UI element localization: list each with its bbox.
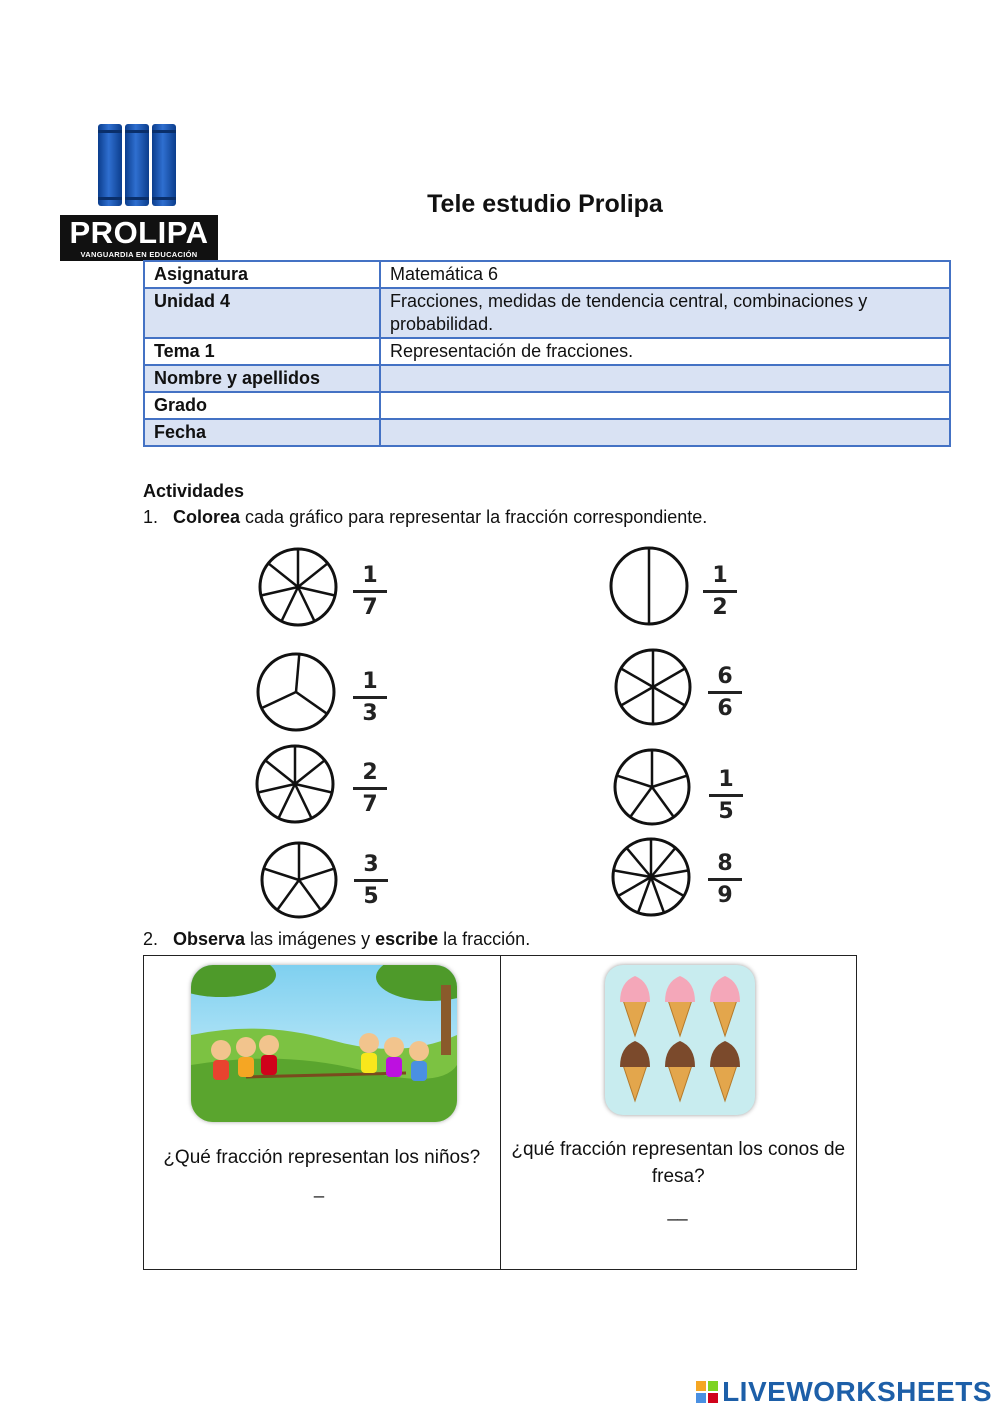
segment-divider bbox=[651, 877, 664, 913]
table-row bbox=[144, 261, 950, 288]
activity2-text1: las imágenes y bbox=[245, 929, 376, 949]
circle-outline bbox=[258, 654, 334, 730]
fraction-label bbox=[705, 663, 745, 722]
name-field[interactable] bbox=[380, 365, 950, 392]
fraction-bar bbox=[708, 691, 742, 694]
row-label: Grado bbox=[144, 392, 380, 419]
segment-divider bbox=[298, 587, 335, 596]
circle-outline bbox=[616, 650, 690, 724]
fraction-label bbox=[350, 668, 390, 727]
question-kids: ¿Qué fracción representan los niños? bbox=[163, 1147, 481, 1168]
chocolate-cone-icon bbox=[665, 1041, 695, 1101]
strawberry-cone-icon bbox=[665, 976, 695, 1036]
fraction-label bbox=[350, 759, 390, 818]
strawberry-cone-icon bbox=[620, 976, 650, 1036]
book-icon bbox=[125, 124, 149, 206]
segment-divider bbox=[638, 877, 651, 913]
row-label: Nombre y apellidos bbox=[144, 365, 380, 392]
fraction-numerator: 6 bbox=[717, 664, 733, 689]
segment-divider bbox=[652, 776, 687, 787]
fraction-bar bbox=[354, 879, 388, 882]
fraction-circle-5-parts[interactable] bbox=[262, 843, 336, 917]
activity1-verb: Colorea bbox=[173, 507, 241, 527]
segment-divider bbox=[299, 880, 321, 910]
table-row bbox=[144, 392, 950, 419]
footer-brand: LIVEWORKSHEETS bbox=[722, 1376, 992, 1407]
fraction-label bbox=[706, 766, 746, 825]
book-icon bbox=[152, 124, 176, 206]
table-row bbox=[144, 338, 950, 365]
activity1-instruction bbox=[143, 507, 707, 528]
activity2-instruction bbox=[143, 929, 530, 950]
fraction-bar bbox=[353, 787, 387, 790]
fraction-denominator: 2 bbox=[712, 595, 728, 620]
fraction-label bbox=[700, 562, 740, 621]
segment-divider bbox=[298, 563, 328, 587]
fraction-bar bbox=[708, 878, 742, 881]
segment-divider bbox=[264, 869, 299, 880]
fraction-denominator: 7 bbox=[362, 792, 378, 817]
segment-divider bbox=[296, 654, 299, 692]
grade-field[interactable] bbox=[380, 392, 950, 419]
row-label: Unidad 4 bbox=[144, 288, 380, 338]
ice-cream-cones-image bbox=[605, 965, 755, 1115]
circle-outline bbox=[257, 746, 333, 822]
activities-heading: Actividades bbox=[143, 481, 245, 501]
fraction-circle-7-parts[interactable] bbox=[257, 746, 333, 822]
segment-divider bbox=[630, 787, 652, 817]
chocolate-cone-icon bbox=[620, 1041, 650, 1101]
fraction-numerator: 3 bbox=[363, 852, 379, 877]
fraction-numerator: 1 bbox=[362, 669, 378, 694]
segment-divider bbox=[651, 870, 688, 877]
row-value: Matemática 6 bbox=[380, 261, 950, 288]
cones-cell bbox=[500, 956, 857, 1270]
table-row bbox=[144, 288, 950, 338]
segment-divider bbox=[262, 692, 296, 708]
activity2-number: 2. bbox=[143, 929, 159, 949]
segment-divider bbox=[617, 776, 652, 787]
circle-outline bbox=[262, 843, 336, 917]
row-value: Fracciones, medidas de tendencia central, combinaciones y probabilidad. bbox=[380, 288, 950, 338]
circle-outline bbox=[260, 549, 336, 625]
row-value: Representación de fracciones. bbox=[380, 338, 950, 365]
segment-divider bbox=[268, 563, 298, 587]
fraction-circle-6-parts[interactable] bbox=[616, 650, 690, 724]
fraction-circle-2-parts[interactable] bbox=[611, 548, 687, 624]
segment-divider bbox=[651, 877, 684, 896]
logo-brand: PROLIPA bbox=[69, 215, 209, 250]
kids-cell bbox=[144, 956, 501, 1270]
fraction-numerator: 2 bbox=[362, 760, 378, 785]
liveworksheets-logo-icon bbox=[696, 1381, 718, 1403]
fraction-label bbox=[351, 851, 391, 910]
fraction-label bbox=[705, 850, 745, 909]
row-label: Tema 1 bbox=[144, 338, 380, 365]
page-title: Tele estudio Prolipa bbox=[427, 190, 663, 218]
fraction-label bbox=[350, 562, 390, 621]
segment-divider bbox=[653, 669, 685, 688]
book-icon bbox=[98, 124, 122, 206]
strawberry-cone-icon bbox=[710, 976, 740, 1036]
row-label: Fecha bbox=[144, 419, 380, 446]
segment-divider bbox=[614, 870, 651, 877]
segment-divider bbox=[298, 587, 315, 621]
activity2-text2: la fracción. bbox=[438, 929, 531, 949]
segment-divider bbox=[296, 692, 327, 714]
activity2-verb2: escribe bbox=[375, 929, 439, 949]
info-table bbox=[143, 260, 951, 447]
prolipa-logo bbox=[60, 120, 220, 262]
segment-divider bbox=[265, 760, 295, 784]
question-cones: ¿qué fracción representan los conos de fresa? bbox=[511, 1139, 846, 1187]
logo-tagline: VANGUARDIA EN EDUCACIÓN bbox=[80, 250, 198, 259]
fraction-denominator: 6 bbox=[717, 696, 733, 721]
fraction-circle-9-parts[interactable] bbox=[613, 839, 689, 915]
table-row bbox=[144, 419, 950, 446]
segment-divider bbox=[279, 784, 296, 818]
fraction-bar bbox=[353, 696, 387, 699]
kids-tug-of-war-image bbox=[191, 965, 457, 1122]
row-label: Asignatura bbox=[144, 261, 380, 288]
circle-outline bbox=[615, 750, 689, 824]
fraction-circle-3-parts[interactable] bbox=[258, 654, 334, 730]
fraction-denominator: 5 bbox=[718, 799, 734, 824]
fraction-denominator: 9 bbox=[717, 883, 733, 908]
circle-outline bbox=[611, 548, 687, 624]
segment-divider bbox=[299, 869, 334, 880]
activity1-number: 1. bbox=[143, 507, 159, 527]
segment-divider bbox=[621, 687, 653, 706]
fraction-bar bbox=[709, 794, 743, 797]
segment-divider bbox=[295, 784, 312, 818]
segment-divider bbox=[295, 784, 332, 793]
activity1-text: cada gráfico para representar la fracción correspondiente. bbox=[240, 507, 708, 527]
date-field[interactable] bbox=[380, 419, 950, 446]
table-row bbox=[144, 956, 857, 1270]
activity2-verb1: Observa bbox=[173, 929, 246, 949]
segment-divider bbox=[627, 848, 651, 877]
fraction-denominator: 3 bbox=[362, 701, 378, 726]
segment-divider bbox=[277, 880, 299, 910]
logo-banner bbox=[60, 215, 218, 261]
segment-divider bbox=[621, 669, 653, 688]
fraction-numerator: 1 bbox=[718, 767, 734, 792]
segment-divider bbox=[652, 787, 674, 817]
table-row bbox=[144, 365, 950, 392]
segment-divider bbox=[258, 784, 295, 793]
activity2-table bbox=[143, 955, 857, 1270]
fraction-bar bbox=[703, 590, 737, 593]
segment-divider bbox=[618, 877, 651, 896]
fraction-numerator: 8 bbox=[717, 851, 733, 876]
fraction-circle-7-parts[interactable] bbox=[260, 549, 336, 625]
fraction-denominator: 5 bbox=[363, 884, 379, 909]
answer-blank-kids[interactable]: _ bbox=[314, 1178, 325, 1198]
segment-divider bbox=[282, 587, 299, 621]
fraction-bar bbox=[353, 590, 387, 593]
segment-divider bbox=[261, 587, 298, 596]
segment-divider bbox=[651, 848, 675, 877]
fraction-numerator: 1 bbox=[712, 563, 728, 588]
circle-outline bbox=[613, 839, 689, 915]
segment-divider bbox=[295, 760, 325, 784]
fraction-circle-5-parts[interactable] bbox=[615, 750, 689, 824]
liveworksheets-footer bbox=[696, 1376, 992, 1408]
fraction-numerator: 1 bbox=[362, 563, 378, 588]
fraction-denominator: 7 bbox=[362, 595, 378, 620]
chocolate-cone-icon bbox=[710, 1041, 740, 1101]
answer-blank-cones[interactable]: __ bbox=[667, 1201, 688, 1221]
segment-divider bbox=[653, 687, 685, 706]
